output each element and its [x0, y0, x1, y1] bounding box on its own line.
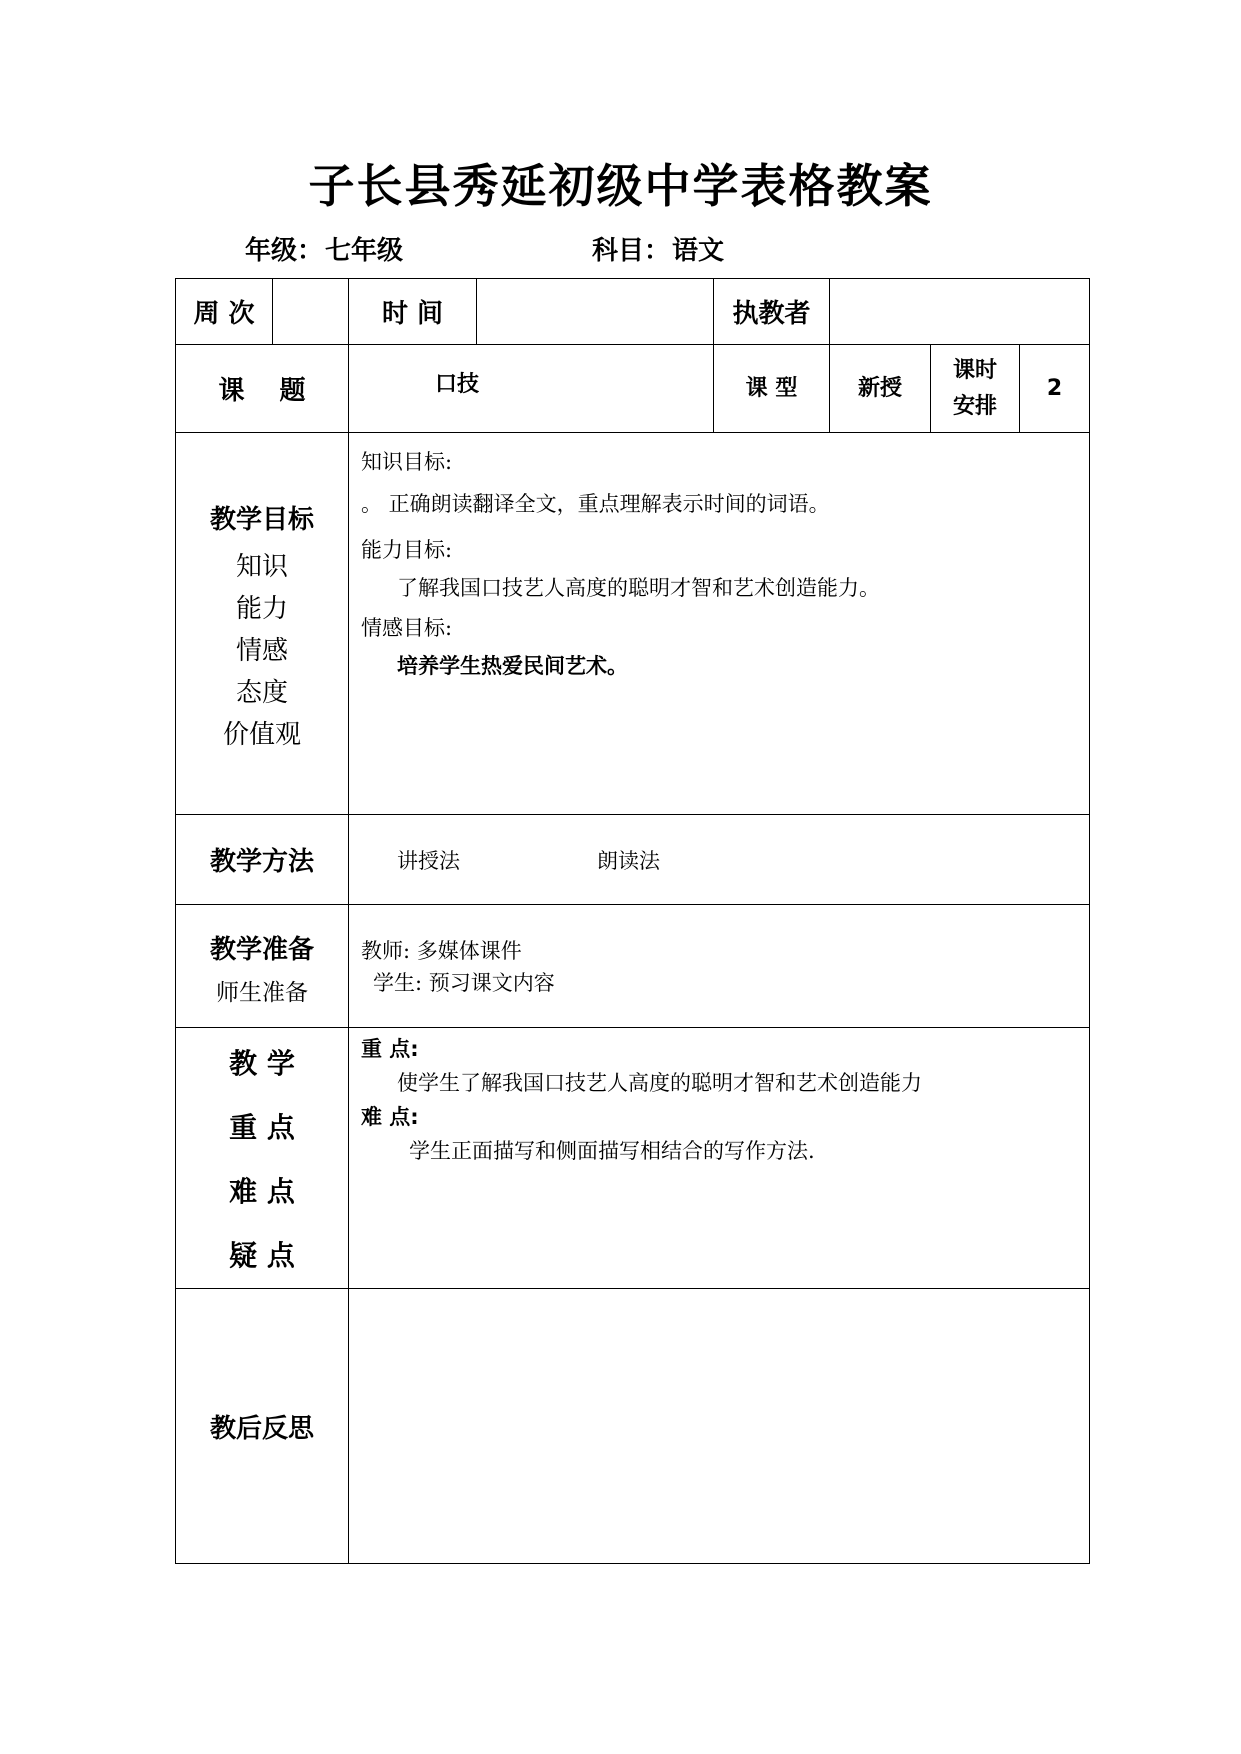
type-value[interactable]: 新授: [830, 345, 931, 433]
emotion-text: 培养学生热爱民间艺术。: [397, 654, 628, 678]
subject-field: [592, 230, 724, 267]
teacher-value[interactable]: [830, 279, 1090, 345]
keypoints-label-teaching: 教 学: [229, 1047, 295, 1080]
lesson-plan-table: [175, 278, 1090, 1564]
objectives-sub-ability: 能力: [235, 594, 288, 624]
preparation-label: 教学准备: [209, 934, 314, 965]
objectives-sub-attitude: 态度: [235, 678, 288, 708]
week-value[interactable]: [273, 279, 349, 345]
emotion-title: 情感目标:: [361, 616, 453, 640]
hours-label-line2: 安排: [952, 393, 997, 419]
keypoints-content[interactable]: [349, 1028, 1090, 1289]
hours-value[interactable]: 2: [1020, 345, 1090, 433]
week-label: 周 次: [176, 279, 273, 345]
difficult-text: 学生正面描写和侧面描写相结合的写作方法.: [409, 1139, 815, 1163]
preparation-sub: 师生准备: [216, 979, 308, 1006]
type-label: 课 型: [714, 345, 830, 433]
objectives-sub-values: 价值观: [222, 720, 301, 750]
page-title: 子长县秀延初级中学表格教案: [308, 159, 933, 213]
objectives-content[interactable]: [349, 433, 1090, 815]
preparation-student: 学生: 预习课文内容: [373, 971, 555, 995]
objectives-label: 教学目标: [209, 505, 314, 535]
subject-label: 科目：: [592, 236, 671, 266]
objectives-sub-emotion: 情感: [235, 636, 288, 666]
methods-label: 教学方法: [176, 815, 349, 905]
hours-label: [931, 345, 1020, 433]
methods-content[interactable]: [349, 815, 1090, 905]
time-value[interactable]: [477, 279, 714, 345]
hours-label-line1: 课时: [952, 357, 997, 383]
knowledge-text: 。 正确朗读翻译全文，重点理解表示时间的词语。: [361, 492, 830, 516]
method-item: 讲授法: [397, 848, 460, 873]
objectives-label-cell: [176, 433, 349, 815]
objectives-sub-knowledge: 知识: [235, 552, 288, 582]
key-title: 重 点:: [361, 1037, 419, 1061]
subject-value: 语文: [672, 236, 725, 266]
difficult-title: 难 点:: [361, 1105, 419, 1129]
reflection-content[interactable]: [349, 1289, 1090, 1564]
topic-value[interactable]: 口技: [349, 345, 714, 433]
preparation-content[interactable]: [349, 905, 1090, 1028]
preparation-teacher: 教师: 多媒体课件: [361, 939, 522, 963]
ability-title: 能力目标:: [361, 538, 453, 562]
keypoints-label-cell: [176, 1028, 349, 1289]
keypoints-label-doubt: 疑 点: [229, 1239, 295, 1272]
time-label: 时 间: [349, 279, 477, 345]
grade-value: 七年级: [325, 236, 404, 266]
key-text: 使学生了解我国口技艺人高度的聪明才智和艺术创造能力: [397, 1071, 922, 1095]
grade-field: [245, 230, 403, 267]
keypoints-label-key: 重 点: [229, 1111, 295, 1144]
knowledge-title: 知识目标:: [361, 450, 453, 474]
method-item: 朗读法: [597, 848, 660, 873]
reflection-label: 教后反思: [176, 1289, 349, 1564]
topic-label: 课 题: [176, 345, 349, 433]
keypoints-label-difficult: 难 点: [229, 1175, 295, 1208]
grade-label: 年级：: [245, 236, 324, 266]
ability-text: 了解我国口技艺人高度的聪明才智和艺术创造能力。: [397, 576, 880, 600]
preparation-label-cell: [176, 905, 349, 1028]
teacher-label: 执教者: [714, 279, 830, 345]
